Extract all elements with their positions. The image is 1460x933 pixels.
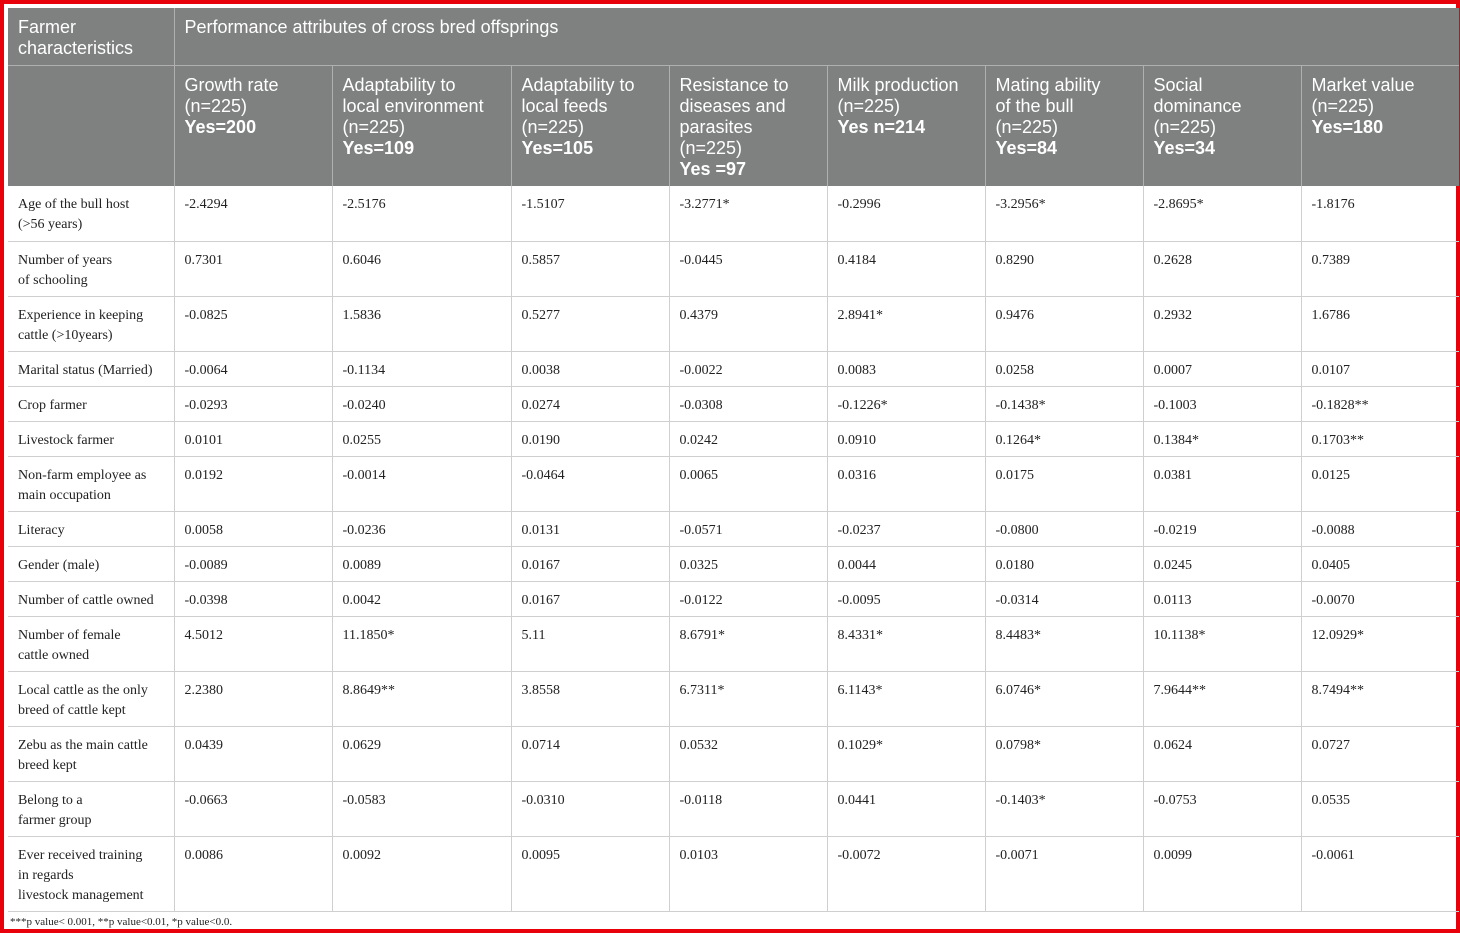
column-header-yes-count: Yes n=214 bbox=[837, 116, 926, 137]
value-cell: -0.0398 bbox=[174, 581, 332, 616]
table-row bbox=[8, 581, 1459, 616]
value-cell: 8.7494** bbox=[1301, 671, 1459, 726]
row-label: Livestock farmer bbox=[8, 421, 174, 456]
row-label: Number of female cattle owned bbox=[8, 616, 174, 671]
column-header-yes-count: Yes=200 bbox=[184, 116, 257, 137]
column-header bbox=[827, 65, 985, 186]
table-row bbox=[8, 726, 1459, 781]
value-cell: 11.1850* bbox=[332, 616, 511, 671]
value-cell: -0.2996 bbox=[827, 186, 985, 241]
value-cell: -0.1403* bbox=[985, 781, 1143, 836]
value-cell: 0.1029* bbox=[827, 726, 985, 781]
value-cell: 0.0089 bbox=[332, 546, 511, 581]
row-label: Zebu as the main cattle breed kept bbox=[8, 726, 174, 781]
value-cell: 0.7301 bbox=[174, 241, 332, 296]
header-row-columns bbox=[8, 65, 1459, 186]
value-cell: 0.0099 bbox=[1143, 836, 1301, 911]
value-cell: 12.0929* bbox=[1301, 616, 1459, 671]
value-cell: 0.0131 bbox=[511, 511, 669, 546]
table-row bbox=[8, 511, 1459, 546]
column-header-label: Resistance to diseases and parasites (n=225) bbox=[679, 74, 789, 158]
value-cell: -0.0070 bbox=[1301, 581, 1459, 616]
value-cell: -0.0583 bbox=[332, 781, 511, 836]
value-cell: -0.1828** bbox=[1301, 386, 1459, 421]
value-cell: 2.8941* bbox=[827, 296, 985, 351]
value-cell: 0.0107 bbox=[1301, 351, 1459, 386]
value-cell: 0.0714 bbox=[511, 726, 669, 781]
column-header-label: Milk production (n=225) bbox=[837, 74, 959, 116]
value-cell: 0.4379 bbox=[669, 296, 827, 351]
value-cell: 0.0629 bbox=[332, 726, 511, 781]
row-label: Belong to a farmer group bbox=[8, 781, 174, 836]
column-header-label: Social dominance (n=225) bbox=[1153, 74, 1242, 137]
column-header-label: Mating ability of the bull (n=225) bbox=[995, 74, 1101, 137]
value-cell: 0.0439 bbox=[174, 726, 332, 781]
column-header bbox=[174, 65, 332, 186]
table-row bbox=[8, 241, 1459, 296]
value-cell: 2.2380 bbox=[174, 671, 332, 726]
value-cell: 0.0274 bbox=[511, 386, 669, 421]
value-cell: 8.6791* bbox=[669, 616, 827, 671]
value-cell: 1.5836 bbox=[332, 296, 511, 351]
value-cell: -1.5107 bbox=[511, 186, 669, 241]
value-cell: -0.0095 bbox=[827, 581, 985, 616]
column-header bbox=[1143, 65, 1301, 186]
value-cell: 8.4331* bbox=[827, 616, 985, 671]
table-row bbox=[8, 836, 1459, 911]
value-cell: 0.0245 bbox=[1143, 546, 1301, 581]
column-header-yes-count: Yes=84 bbox=[995, 137, 1058, 158]
value-cell: 0.5857 bbox=[511, 241, 669, 296]
value-cell: -0.0753 bbox=[1143, 781, 1301, 836]
value-cell: 1.6786 bbox=[1301, 296, 1459, 351]
column-header bbox=[511, 65, 669, 186]
value-cell: 0.0381 bbox=[1143, 456, 1301, 511]
value-cell: 0.0125 bbox=[1301, 456, 1459, 511]
results-table bbox=[8, 8, 1459, 912]
value-cell: -0.0072 bbox=[827, 836, 985, 911]
value-cell: 0.9476 bbox=[985, 296, 1143, 351]
column-header-yes-count: Yes=180 bbox=[1311, 116, 1384, 137]
value-cell: -0.0314 bbox=[985, 581, 1143, 616]
value-cell: 0.0083 bbox=[827, 351, 985, 386]
column-header-label: Adaptability to local environment (n=225) bbox=[342, 74, 484, 137]
column-header bbox=[1301, 65, 1459, 186]
value-cell: 8.8649** bbox=[332, 671, 511, 726]
value-cell: -0.0308 bbox=[669, 386, 827, 421]
value-cell: 0.0103 bbox=[669, 836, 827, 911]
value-cell: 0.0101 bbox=[174, 421, 332, 456]
value-cell: -1.8176 bbox=[1301, 186, 1459, 241]
row-label: Age of the bull host (>56 years) bbox=[8, 186, 174, 241]
table-header bbox=[8, 8, 1459, 186]
value-cell: 3.8558 bbox=[511, 671, 669, 726]
value-cell: -3.2771* bbox=[669, 186, 827, 241]
value-cell: 0.2628 bbox=[1143, 241, 1301, 296]
table-row bbox=[8, 421, 1459, 456]
value-cell: -0.0014 bbox=[332, 456, 511, 511]
column-header-yes-count: Yes =97 bbox=[679, 158, 747, 179]
table-footnote: ***p value< 0.001, **p value<0.01, *p value<0.0. bbox=[10, 916, 233, 928]
value-cell: 6.7311* bbox=[669, 671, 827, 726]
value-cell: 0.6046 bbox=[332, 241, 511, 296]
value-cell: 0.0242 bbox=[669, 421, 827, 456]
value-cell: 0.0325 bbox=[669, 546, 827, 581]
value-cell: -0.1438* bbox=[985, 386, 1143, 421]
value-cell: 0.1264* bbox=[985, 421, 1143, 456]
column-header-label: Adaptability to local feeds (n=225) bbox=[521, 74, 635, 137]
value-cell: -0.0464 bbox=[511, 456, 669, 511]
row-label: Local cattle as the only breed of cattle kept bbox=[8, 671, 174, 726]
value-cell: 0.8290 bbox=[985, 241, 1143, 296]
value-cell: -0.0219 bbox=[1143, 511, 1301, 546]
value-cell: 0.0175 bbox=[985, 456, 1143, 511]
row-label: Experience in keeping cattle (>10years) bbox=[8, 296, 174, 351]
farmer-characteristics-header: Farmer characteristics bbox=[8, 8, 174, 65]
value-cell: 0.4184 bbox=[827, 241, 985, 296]
value-cell: -0.0310 bbox=[511, 781, 669, 836]
row-label: Marital status (Married) bbox=[8, 351, 174, 386]
value-cell: -0.0061 bbox=[1301, 836, 1459, 911]
value-cell: -0.1003 bbox=[1143, 386, 1301, 421]
value-cell: 0.0167 bbox=[511, 581, 669, 616]
table-row bbox=[8, 546, 1459, 581]
value-cell: 0.0065 bbox=[669, 456, 827, 511]
value-cell: 0.0258 bbox=[985, 351, 1143, 386]
empty-header-cell bbox=[8, 65, 174, 186]
table-container bbox=[8, 8, 1459, 912]
table-row bbox=[8, 456, 1459, 511]
value-cell: 0.0192 bbox=[174, 456, 332, 511]
value-cell: 0.0316 bbox=[827, 456, 985, 511]
table-row bbox=[8, 386, 1459, 421]
row-label: Number of cattle owned bbox=[8, 581, 174, 616]
column-header bbox=[332, 65, 511, 186]
row-label: Crop farmer bbox=[8, 386, 174, 421]
column-header-label: Growth rate (n=225) bbox=[184, 74, 279, 116]
value-cell: 0.0092 bbox=[332, 836, 511, 911]
column-header bbox=[669, 65, 827, 186]
row-label: Gender (male) bbox=[8, 546, 174, 581]
column-header bbox=[985, 65, 1143, 186]
value-cell: 0.0038 bbox=[511, 351, 669, 386]
value-cell: -0.0089 bbox=[174, 546, 332, 581]
value-cell: 7.9644** bbox=[1143, 671, 1301, 726]
value-cell: 0.0727 bbox=[1301, 726, 1459, 781]
value-cell: -2.8695* bbox=[1143, 186, 1301, 241]
value-cell: 0.0007 bbox=[1143, 351, 1301, 386]
value-cell: 0.0167 bbox=[511, 546, 669, 581]
value-cell: 0.0535 bbox=[1301, 781, 1459, 836]
value-cell: -0.0118 bbox=[669, 781, 827, 836]
value-cell: 0.0405 bbox=[1301, 546, 1459, 581]
value-cell: 0.0255 bbox=[332, 421, 511, 456]
value-cell: -0.0663 bbox=[174, 781, 332, 836]
value-cell: -0.0237 bbox=[827, 511, 985, 546]
value-cell: 0.0910 bbox=[827, 421, 985, 456]
value-cell: 8.4483* bbox=[985, 616, 1143, 671]
table-row bbox=[8, 296, 1459, 351]
value-cell: -2.5176 bbox=[332, 186, 511, 241]
table-row bbox=[8, 616, 1459, 671]
value-cell: 0.0441 bbox=[827, 781, 985, 836]
table-row bbox=[8, 186, 1459, 241]
value-cell: 0.7389 bbox=[1301, 241, 1459, 296]
value-cell: 0.1384* bbox=[1143, 421, 1301, 456]
value-cell: -0.0022 bbox=[669, 351, 827, 386]
value-cell: -0.0445 bbox=[669, 241, 827, 296]
value-cell: -0.0122 bbox=[669, 581, 827, 616]
value-cell: 0.0180 bbox=[985, 546, 1143, 581]
value-cell: 6.0746* bbox=[985, 671, 1143, 726]
value-cell: -0.0236 bbox=[332, 511, 511, 546]
table-row bbox=[8, 781, 1459, 836]
row-label: Non-farm employee as main occupation bbox=[8, 456, 174, 511]
value-cell: -0.1134 bbox=[332, 351, 511, 386]
value-cell: 0.0042 bbox=[332, 581, 511, 616]
performance-attributes-header: Performance attributes of cross bred offsprings bbox=[174, 8, 1459, 65]
value-cell: -0.0571 bbox=[669, 511, 827, 546]
value-cell: -0.0293 bbox=[174, 386, 332, 421]
row-label: Number of years of schooling bbox=[8, 241, 174, 296]
column-header-yes-count: Yes=34 bbox=[1153, 137, 1216, 158]
value-cell: 0.5277 bbox=[511, 296, 669, 351]
column-header-label: Market value (n=225) bbox=[1311, 74, 1415, 116]
value-cell: 5.11 bbox=[511, 616, 669, 671]
value-cell: -0.0071 bbox=[985, 836, 1143, 911]
value-cell: 0.0532 bbox=[669, 726, 827, 781]
value-cell: -0.0800 bbox=[985, 511, 1143, 546]
value-cell: -0.0240 bbox=[332, 386, 511, 421]
value-cell: 6.1143* bbox=[827, 671, 985, 726]
value-cell: 0.0624 bbox=[1143, 726, 1301, 781]
value-cell: -3.2956* bbox=[985, 186, 1143, 241]
table-row bbox=[8, 671, 1459, 726]
value-cell: 4.5012 bbox=[174, 616, 332, 671]
value-cell: 0.0058 bbox=[174, 511, 332, 546]
value-cell: 0.0113 bbox=[1143, 581, 1301, 616]
value-cell: -0.0064 bbox=[174, 351, 332, 386]
value-cell: -2.4294 bbox=[174, 186, 332, 241]
value-cell: -0.0088 bbox=[1301, 511, 1459, 546]
header-row-group bbox=[8, 8, 1459, 65]
column-header-yes-count: Yes=109 bbox=[342, 137, 415, 158]
value-cell: 0.2932 bbox=[1143, 296, 1301, 351]
value-cell: 0.0798* bbox=[985, 726, 1143, 781]
table-body bbox=[8, 186, 1459, 911]
value-cell: 0.1703** bbox=[1301, 421, 1459, 456]
value-cell: 0.0044 bbox=[827, 546, 985, 581]
value-cell: 0.0086 bbox=[174, 836, 332, 911]
value-cell: 10.1138* bbox=[1143, 616, 1301, 671]
row-label: Ever received training in regards livestock management bbox=[8, 836, 174, 911]
row-label: Literacy bbox=[8, 511, 174, 546]
column-header-yes-count: Yes=105 bbox=[521, 137, 594, 158]
table-row bbox=[8, 351, 1459, 386]
value-cell: -0.1226* bbox=[827, 386, 985, 421]
value-cell: 0.0190 bbox=[511, 421, 669, 456]
value-cell: -0.0825 bbox=[174, 296, 332, 351]
value-cell: 0.0095 bbox=[511, 836, 669, 911]
